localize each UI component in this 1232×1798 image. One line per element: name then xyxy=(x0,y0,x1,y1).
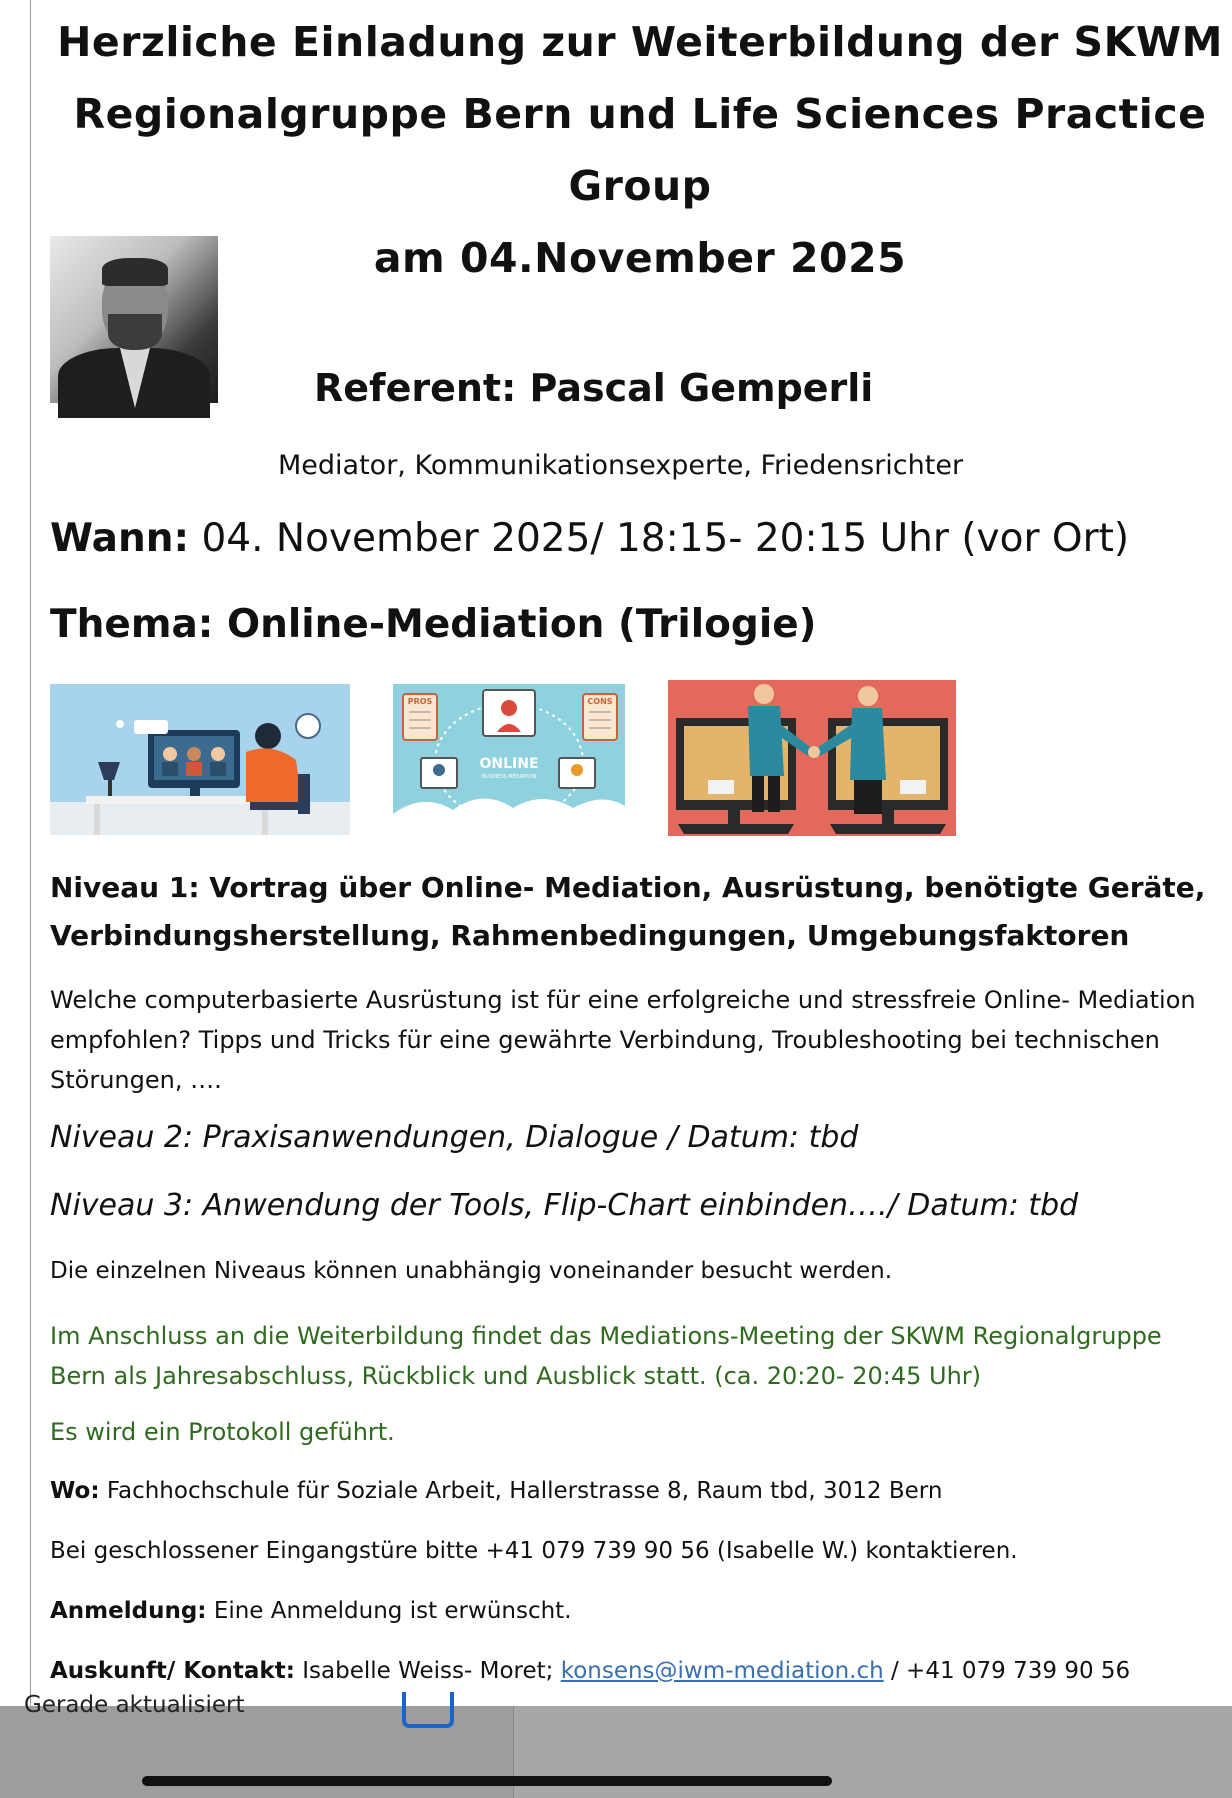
cons-label: CONS xyxy=(587,697,613,706)
niveau-1-heading: Niveau 1: Vortrag über Online- Mediation, Ausrüstung, benötigte Geräte, Verbindungsherstellung, Rahmenbedingungen, Umgebungsfaktoren xyxy=(50,871,1206,952)
anmeldung-line xyxy=(50,1598,572,1624)
wann-line xyxy=(50,516,1129,561)
copy-icon[interactable] xyxy=(400,1690,454,1730)
home-indicator[interactable] xyxy=(142,1776,832,1786)
thema-heading: Thema: Online-Mediation (Trilogie) xyxy=(50,602,817,647)
kontakt-phone: / +41 079 739 90 56 xyxy=(891,1658,1131,1684)
title-line-1: Herzliche Einladung zur Weiterbildung der SKWM xyxy=(57,18,1223,66)
speaker-photo xyxy=(50,236,218,403)
wann-label: Wann: xyxy=(50,516,190,561)
wann-value: 04. November 2025/ 18:15- 20:15 Uhr (vor Ort) xyxy=(201,516,1130,561)
niveau-2-line: Niveau 2: Praxisanwendungen, Dialogue / Datum: tbd xyxy=(50,1120,859,1155)
referent-subtitle: Mediator, Kommunikationsexperte, Friedensrichter xyxy=(278,450,964,481)
title-line-3: am 04.November 2025 xyxy=(373,234,907,282)
referent-heading: Referent: Pascal Gemperli xyxy=(314,366,874,410)
meeting-note: Im Anschluss an die Weiterbildung findet das Mediations-Meeting der SKWM Regionalgruppe Bern als Jahresabschluss, Rückblick und Ausblick statt. (ca. 20:20- 20:45 Uhr) xyxy=(50,1322,1162,1390)
niveau-1-text: Welche computerbasierte Ausrüstung ist für eine erfolgreiche und stressfreie Online- Mediation empfohlen? Tipps und Tricks für eine gewährte Verbindung, Troubleshooting bei technischen Störungen, …. xyxy=(50,986,1196,1094)
video-call-illustration xyxy=(50,684,350,835)
wo-line xyxy=(50,1478,942,1504)
door-note: Bei geschlossener Eingangstüre bitte +41 079 739 90 56 (Isabelle W.) kontaktieren. xyxy=(50,1538,1018,1564)
kontakt-name: Isabelle Weiss- Moret; xyxy=(302,1658,554,1684)
online-mediation-illustration xyxy=(393,684,625,835)
title-line-2: Regionalgruppe Bern und Life Sciences Practice Group xyxy=(73,90,1207,210)
online-sublabel: BUSINESS MEDIATION xyxy=(481,774,537,780)
kontakt-email-link[interactable]: konsens@iwm-mediation.ch xyxy=(560,1658,884,1684)
page-title xyxy=(50,6,1230,294)
protokoll-note: Es wird ein Protokoll geführt. xyxy=(50,1418,395,1446)
handshake-screens-illustration xyxy=(668,680,956,836)
niveaus-note: Die einzelnen Niveaus können unabhängig voneinander besucht werden. xyxy=(50,1258,893,1284)
pros-label: PROS xyxy=(407,697,433,706)
wo-label: Wo: xyxy=(50,1478,100,1504)
anmeldung-value: Eine Anmeldung ist erwünscht. xyxy=(213,1598,572,1624)
kontakt-line xyxy=(50,1658,1130,1684)
online-label: ONLINE xyxy=(479,756,539,772)
bottom-toolbar xyxy=(0,1692,1231,1798)
anmeldung-label: Anmeldung: xyxy=(50,1598,207,1624)
kontakt-label: Auskunft/ Kontakt: xyxy=(50,1658,295,1684)
update-status-text: Gerade aktualisiert xyxy=(24,1692,245,1718)
wo-value: Fachhochschule für Soziale Arbeit, Hallerstrasse 8, Raum tbd, 3012 Bern xyxy=(106,1478,943,1504)
page-edge-line xyxy=(30,0,31,1706)
niveau-3-line: Niveau 3: Anwendung der Tools, Flip-Chart einbinden…./ Datum: tbd xyxy=(50,1188,1079,1223)
